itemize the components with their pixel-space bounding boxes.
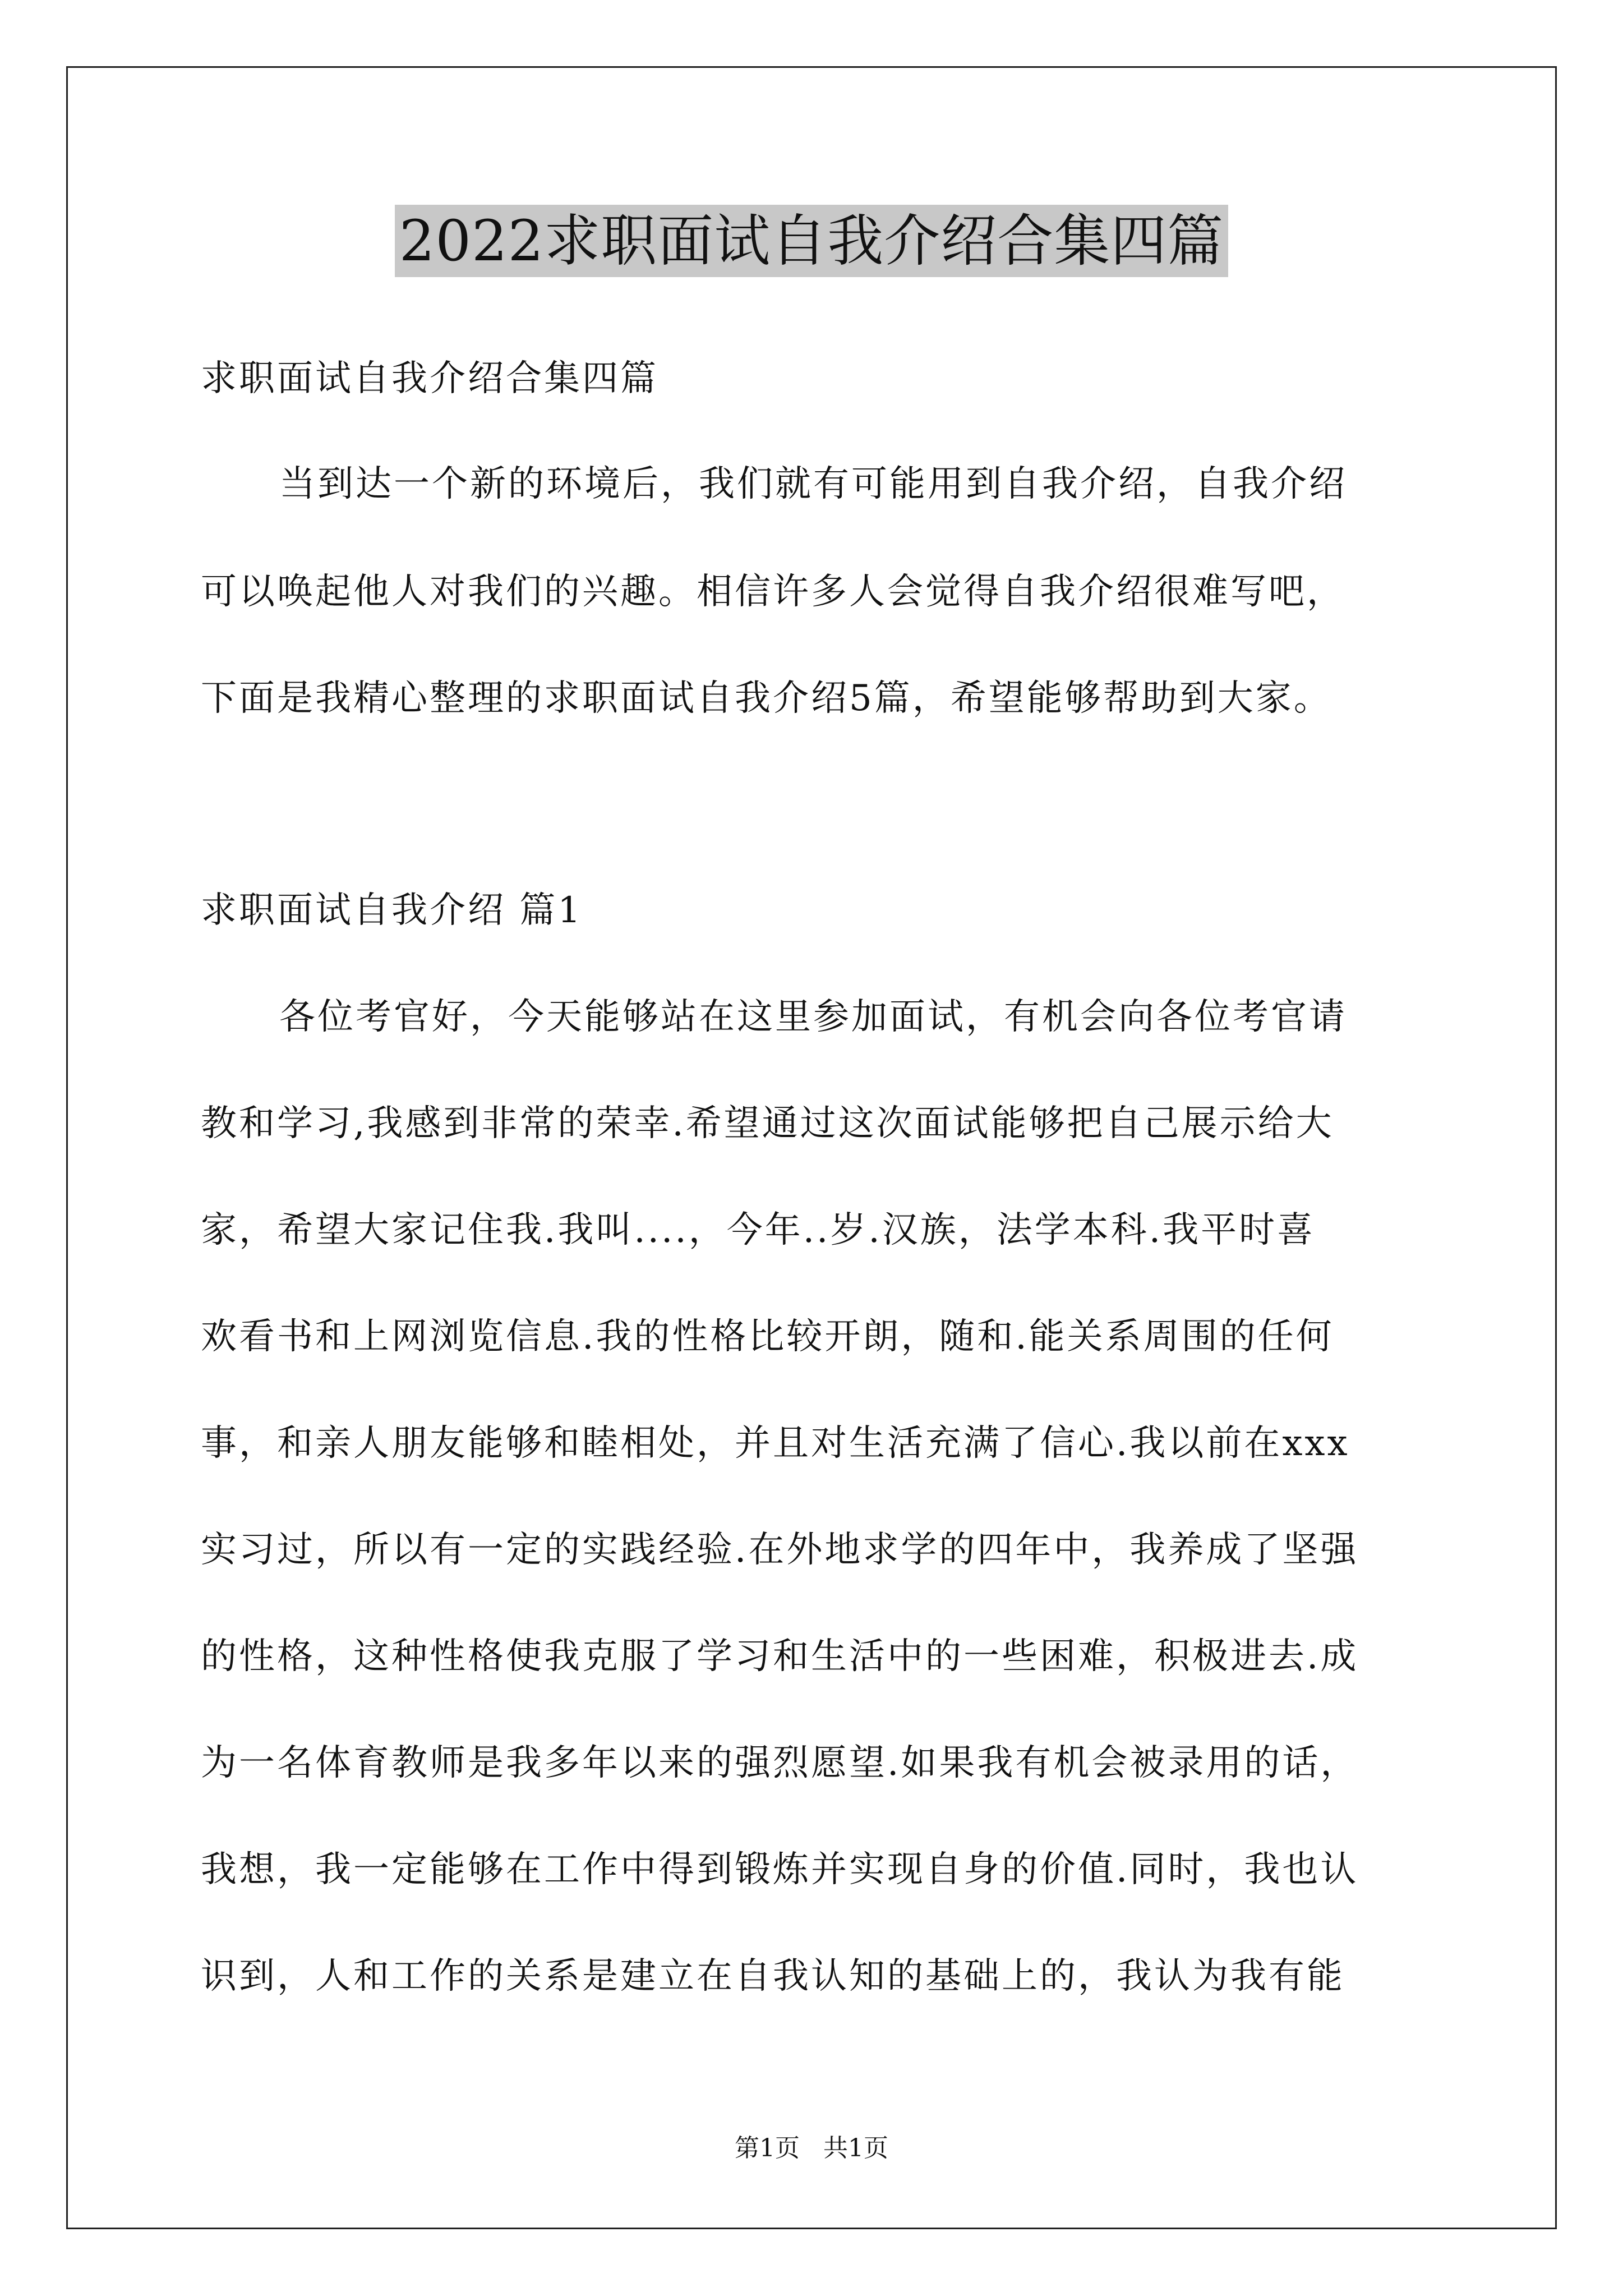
- body-line-7: 的性格，这种性格使我克服了学习和生活中的一些困难，积极进去.成: [201, 1636, 1359, 1677]
- document-title: [0, 202, 1623, 280]
- document-title-text: 2022求职面试自我介绍合集四篇: [395, 205, 1229, 277]
- page-footer: 第1页 共1页: [735, 2134, 888, 2162]
- body-line-4: 欢看书和上网浏览信息.我的性格比较开朗，随和.能关系周围的任何: [201, 1316, 1334, 1358]
- body-line-3: 家，希望大家记住我.我叫....，今年..岁.汉族，法学本科.我平时喜: [201, 1209, 1316, 1251]
- intro-line-3: 下面是我精心整理的求职面试自我介绍5篇，希望能够帮助到大家。: [201, 678, 1332, 719]
- document-subtitle: 求职面试自我介绍合集四篇: [201, 358, 658, 399]
- body-line-2: 教和学习,我感到非常的荣幸.希望通过这次面试能够把自己展示给大: [201, 1103, 1334, 1144]
- section-heading: 求职面试自我介绍 篇1: [201, 890, 583, 931]
- body-line-8: 为一名体育教师是我多年以来的强烈愿望.如果我有机会被录用的话，: [201, 1742, 1359, 1784]
- body-line-5: 事，和亲人朋友能够和睦相处，并且对生活充满了信心.我以前在xxx: [201, 1423, 1350, 1464]
- body-line-1: 各位考官好，今天能够站在这里参加面试，有机会向各位考官请: [279, 996, 1347, 1038]
- body-line-10: 识到，人和工作的关系是建立在自我认知的基础上的，我认为我有能: [201, 1955, 1345, 1997]
- body-line-9: 我想，我一定能够在工作中得到锻炼并实现自身的价值.同时，我也认: [201, 1849, 1359, 1890]
- intro-line-1: 当到达一个新的环境后，我们就有可能用到自我介绍，自我介绍: [279, 463, 1347, 505]
- intro-line-2: 可以唤起他人对我们的兴趣。相信许多人会觉得自我介绍很难写吧，: [201, 571, 1345, 613]
- body-line-6: 实习过，所以有一定的实践经验.在外地求学的四年中，我养成了坚强: [201, 1529, 1359, 1571]
